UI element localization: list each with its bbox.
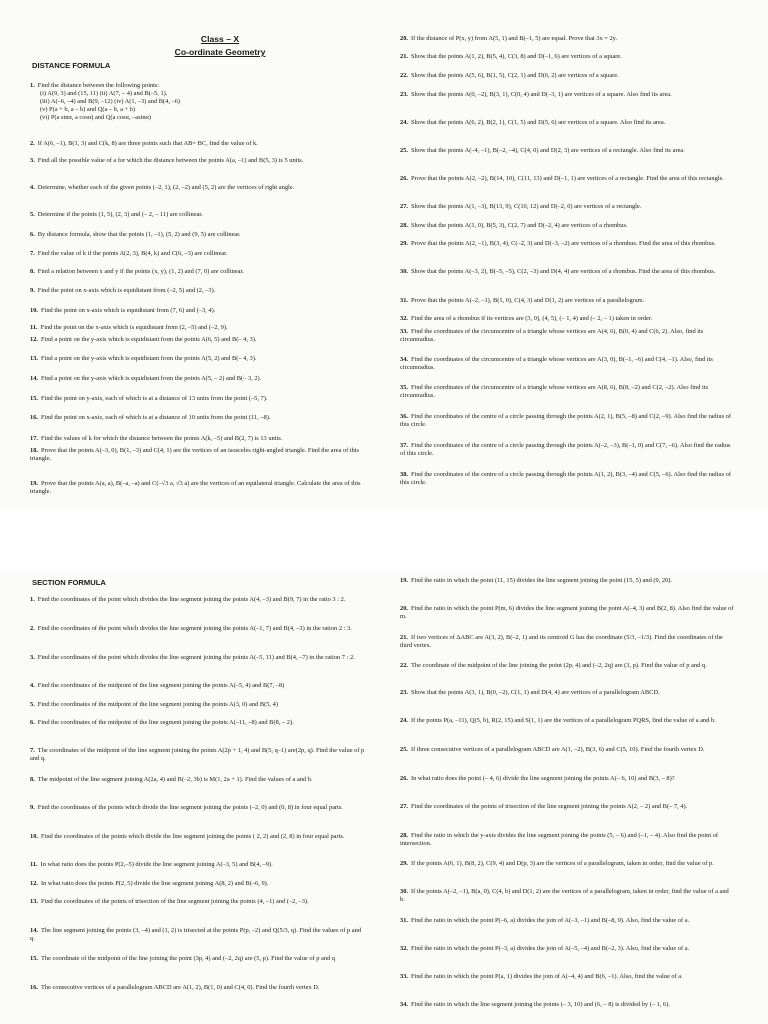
question-text: Show that the points A(1, –3), B(13, 9), C(10, 12) and D(–2, 0) are vertices of a rectangle. (411, 203, 642, 210)
question-item (30, 480, 365, 496)
question-text: Find the coordinates of the midpoint of the line segment joining the points A(3, 0) and B(5, 4) (37, 701, 278, 708)
question-item (30, 898, 365, 906)
question-text: Show that the points A(5, 6), B(1, 5), C(2, 1) and D(6, 2) are vertices of a square. (411, 72, 619, 79)
question-number: 20. (400, 35, 408, 42)
question-number: 14. (30, 375, 38, 382)
question-text: Find the area of a rhombus if its vertices are (3, 0), (4, 5), (– 1, 4) and (– 2, – 1) taken in order. (411, 315, 653, 322)
question-item (30, 375, 365, 383)
question-item (30, 324, 365, 332)
question-item (30, 336, 365, 344)
question-number: 24. (400, 119, 408, 126)
question-item (30, 880, 365, 888)
question-item (400, 917, 735, 925)
worksheet-page-2 (0, 570, 768, 1024)
question-item (30, 776, 365, 784)
question-number: 22. (400, 662, 408, 669)
worksheet-page-1 (0, 0, 768, 510)
question-text: If the points A(6, 1), B(8, 2), C(9, 4) and D(p, 3) are the vertices of a parallelogram, taken in order, find the value of p. (411, 860, 714, 867)
question-item (400, 297, 735, 305)
question-item (400, 973, 735, 981)
question-item (30, 307, 365, 315)
question-text: Find the ratio in which the point P(–3, a) divides the join of A(–5, –4) and B(–2, 3). Also, find the value of a. (411, 945, 690, 952)
question-text: Find the coordinates of the midpoint of the line segment joining the points A(–5, 4) and B(7, –8) (37, 682, 285, 689)
question-item (30, 231, 365, 239)
question-text: The coordinate of the midpoint of the line joining the point (3p, 4) and (–2, 2q) are (5, p). Find the value of p and q (41, 955, 336, 962)
question-number: 27. (400, 203, 408, 210)
question-number: 5. (30, 211, 35, 218)
question-item (400, 746, 735, 754)
question-text: Show that the points A(–4, –1), B(–2, –4), C(4, 0) and D(2, 3) are vertices of a rectangle. Also find its area. (411, 147, 685, 154)
question-text: Determine if the points (1, 5), (2, 3) and (– 2, – 11) are collinear. (37, 211, 203, 218)
question-item (30, 927, 365, 943)
question-item (30, 435, 365, 443)
question-number: 30. (400, 268, 408, 275)
question-item (30, 719, 365, 727)
question-item (400, 471, 735, 487)
question-number: 29. (400, 860, 408, 867)
question-number: 1. (30, 82, 35, 89)
question-item (400, 717, 735, 725)
question-item (400, 945, 735, 953)
question-number: 38. (400, 471, 408, 478)
question-text: If the points P(a, –11), Q(5, b), R(2, 15) and S(1, 1) are the vertices of a parallelogram PQRS, find the value of a and b. (411, 717, 716, 724)
question-number: 12. (30, 880, 38, 887)
question-item (30, 268, 365, 276)
question-text: Show that the points A(1, 0), B(5, 3), C(2, 7) and D(–2, 4) are vertices of a rhombus. (411, 222, 628, 229)
question-item (30, 287, 365, 295)
question-item (30, 140, 365, 148)
question-item (30, 355, 365, 363)
question-text: Find the ratio in which the point P(m, 6) divides the line segment joining the point A(–4, 3) and B(2, 8). Also find the value of m. (400, 605, 734, 620)
question-item (30, 211, 365, 219)
question-text: Find the coordinates of the circumcentre of a triangle whose vertices are A(4, 6), B(0, 4) and C(6, 2). Also, find its circumradius. (400, 328, 704, 343)
question-item (400, 384, 735, 400)
question-text: Find the coordinates of the point which divides the line segment joining the points A(4, –3) and B(9, 7) in the ratio 3 : 2. (37, 596, 346, 603)
question-text: By distance formula, show that the points (1, –1), (5, 2) and (9, 5) are collinear. (37, 231, 241, 238)
question-item (400, 634, 735, 650)
question-text: In what ratio does the point (– 4, 6) divide the line segment joining the points A(– 6, 10) and B(3, – 8)? (411, 775, 675, 782)
page-separator (0, 510, 768, 570)
question-number: 34. (400, 1001, 408, 1008)
question-text: If the distance of P(x, y) from A(5, 1) and B(–1, 5) are equal. Prove that 3x = 2y. (411, 35, 618, 42)
question-number: 35. (400, 384, 408, 391)
question-text: Show that the points A(3, 1), B(0, –2), C(1, 1) and D(4, 4) are vertices of a parallelogram ABCD. (411, 689, 660, 696)
sub-question: (vi) P(a sinα, a cosα) and Q(a cosα, –asinα) (40, 114, 151, 121)
question-number: 13. (30, 355, 38, 362)
question-text: The consecutive vertices of a parallelogram ABCD are A(1, 2), B(1, 0) and C(4, 0). Find the fourth vertex D. (41, 984, 320, 991)
question-text: Find the distance between the following points: (37, 82, 160, 89)
question-item (400, 240, 735, 248)
question-text: Determine, whether each of the given points (–2, 1), (2, –2) and (5, 2) are the vertices of right angle. (37, 184, 295, 191)
question-number: 7. (30, 747, 35, 754)
question-number: 23. (400, 91, 408, 98)
question-text: In what ratio does the points P(2, 5) divide the line segment joining A(8, 2) and B(–6, 9). (41, 880, 269, 887)
question-text: Find a point on the y-axis which is equidistant from the points A(5, – 2) and B(– 3, 2). (41, 375, 262, 382)
question-item (30, 861, 365, 869)
question-text: Find the coordinates of the points which divide the line segment joining the points ( 2, 2) and (2, 8) in four equal parts. (41, 833, 345, 840)
question-item (30, 701, 365, 709)
question-number: 11. (30, 324, 38, 331)
question-number: 36. (400, 413, 408, 420)
question-text: Find a relation between x and y if the points (x, y), (1, 2) and (7, 0) are collinear. (37, 268, 244, 275)
question-item (400, 832, 735, 848)
question-number: 19. (30, 480, 38, 487)
question-item (30, 157, 365, 165)
question-text: Find the ratio in which the line segment joining the points (– 3, 10) and (6, – 8) is divided by (– 1, 6). (411, 1001, 670, 1008)
question-item (400, 147, 735, 155)
question-text: Show that the points A(0, –2), B(3, 1), C(0, 4) and D(–3, 1) are vertices of a square. Also find its area. (411, 91, 672, 98)
question-number: 2. (30, 625, 35, 632)
question-item (400, 72, 735, 80)
question-text: Find the coordinates of the point which divides the line segment joining the points A(–5, 11) and B(4, –7) in the ration 7 : 2. (37, 654, 355, 661)
class-title: Class – X (200, 34, 240, 44)
question-number: 4. (30, 184, 35, 191)
question-text: Find the coordinates of the centre of a circle passing through the points A(2, 1), B(5, –8) and C(2, –9). Also find the radius of this circle. (400, 413, 731, 428)
question-item (30, 82, 365, 122)
question-number: 18. (30, 447, 38, 454)
question-number: 26. (400, 175, 408, 182)
question-item (400, 442, 735, 458)
question-number: 1. (30, 596, 35, 603)
question-item (400, 119, 735, 127)
question-number: 34. (400, 356, 408, 363)
question-text: Find the coordinates of the midpoint of the line segment joining the points A(–11, –8) and B(8, – 2). (37, 719, 294, 726)
question-text: Find the point on x-axis which is equidistant from (–2, 5) and (2, –3). (37, 287, 216, 294)
question-text: Find the coordinates of the points of trisection of the line segment joining the points A(2, – 2) and B(– 7, 4). (411, 803, 688, 810)
question-number: 29. (400, 240, 408, 247)
question-item (30, 596, 365, 604)
question-item (30, 447, 365, 463)
question-number: 26. (400, 775, 408, 782)
question-number: 8. (30, 776, 35, 783)
subject-title: Co-ordinate Geometry (174, 47, 266, 57)
sub-question: (iii) A(–6, –4) and B(9, –12) (iv) A(1, –3) and B(4, –6) (40, 98, 181, 105)
question-number: 20. (400, 605, 408, 612)
question-number: 12. (30, 336, 38, 343)
question-item (400, 91, 735, 99)
question-text: Find the point on y-axis, each of which is at a distance of 13 units from the point (–5, 7). (41, 395, 268, 402)
question-text: Prove that the points A(–3, 0), B(1, –3) and C(4, 1) are the vertices of an isosceles right-angled triangle. Find the area of this triangle. (30, 447, 360, 462)
question-number: 15. (30, 955, 38, 962)
question-item (30, 414, 365, 422)
question-text: Prove that the points A(–2, –1), B(1, 0), C(4, 3) and D(1, 2) are vertices of a parallelogram. (411, 297, 645, 304)
question-number: 23. (400, 689, 408, 696)
question-number: 11. (30, 861, 38, 868)
question-text: Find the coordinates of the points of trisection of the line segment joining the points (4, –1) and (–2, –3). (41, 898, 309, 905)
question-item (30, 250, 365, 258)
question-item (30, 184, 365, 192)
question-number: 27. (400, 803, 408, 810)
question-number: 2. (30, 140, 35, 147)
question-number: 32. (400, 945, 408, 952)
question-item (30, 955, 365, 963)
question-number: 25. (400, 746, 408, 753)
question-number: 16. (30, 984, 38, 991)
question-item (30, 654, 365, 662)
question-text: Show that the points A(1, 2), B(5, 4), C(3, 8) and D(–1, 6) are vertices of a square. (411, 53, 622, 60)
question-text: If the points A(–2, –1), B(a, 0), C(4, b) and D(1, 2) are the vertices of a parallelogram, taken in order, find the value of a and b. (400, 888, 729, 903)
question-number: 4. (30, 682, 35, 689)
question-number: 13. (30, 898, 38, 905)
question-text: Find the point on the x-axis which is equidistant from (2, –5) and (–2, 9). (40, 324, 228, 331)
question-number: 32. (400, 315, 408, 322)
question-number: 21. (400, 53, 408, 60)
question-number: 15. (30, 395, 38, 402)
question-number: 6. (30, 719, 35, 726)
question-number: 3. (30, 654, 35, 661)
question-number: 33. (400, 328, 408, 335)
question-item (400, 605, 735, 621)
question-text: The coordinate of the midpoint of the line joining the point (2p, 4) and (–2, 2q) are (3, p). Find the value of p and q. (411, 662, 707, 669)
question-item (30, 747, 365, 763)
question-number: 25. (400, 147, 408, 154)
question-number: 28. (400, 832, 408, 839)
question-number: 8. (30, 268, 35, 275)
question-text: Find the coordinates of the centre of a circle passing through the points A(1, 2), B(3, –4) and C(5, –6). Also find the radius of this circle. (400, 471, 731, 486)
question-number: 22. (400, 72, 408, 79)
question-number: 10. (30, 307, 38, 314)
question-number: 9. (30, 287, 35, 294)
question-item (400, 577, 735, 585)
question-number: 31. (400, 297, 408, 304)
question-text: Find the coordinates of the circumcentre of a triangle whose vertices are A(8, 6), B(8, –2) and C(2, –2). Also find its circumradius. (400, 384, 709, 399)
question-number: 10. (30, 833, 38, 840)
question-text: Find the coordinates of the point which divides the line segment joining the points A(–1, 7) and B(4, –3) in the ration 2 : 3. (37, 625, 352, 632)
question-text: Find the ratio in which the point P(–6, a) divides the join of A(–3, –1) and B(–8, 9). Also, find the value of a. (411, 917, 690, 924)
question-text: Show that the points A(6, 2), B(2, 1), C(1, 5) and D(5, 6) are vertices of a square. Also find its area. (411, 119, 666, 126)
question-item (30, 984, 365, 992)
question-text: Find the ratio in which the point P(a, 1) divides the join of A(–4, 4) and B(6, –1). Also, find the value of a. (411, 973, 683, 980)
question-item (400, 356, 735, 372)
question-text: Prove that the points A(a, a), B(–a, –a) and C(–√3 a, √3 a) are the vertices of an equilateral triangle. Calculate the area of this triangle. (30, 480, 361, 495)
question-item (30, 682, 365, 690)
question-text: Find the point on x-axis, each of which is at a distance of 10 units from the point (11, –8). (41, 414, 271, 421)
question-text: In what ratio does the points P(2,–5) divide the line segment joining A(–3, 5) and B(4, –9). (40, 861, 273, 868)
sub-question: (v) P(a + b, a – b) and Q(a – b, a + b) (40, 106, 136, 113)
question-text: The line segment joining the points (3, –4) and (1, 2) is trisected at the points P(p, –2) and Q(5/3, q). Find the values of p and q. (30, 927, 362, 942)
question-number: 21. (400, 634, 408, 641)
question-text: If two vertices of ΔABC are A(3, 2), B(–2, 1) and its centroid G has the coordinate (5/3, –1/3). Find the coordinates of the third vertex. (400, 634, 723, 649)
question-item (400, 888, 735, 904)
question-item (400, 175, 735, 183)
question-text: The coordinates of the midpoint of the line segment joining the points A(2p + 1, 4) and B(5, q–1) are(2p, q). Find the value of p and q. (30, 747, 365, 762)
question-text: Prove that the points A(2, –1), B(3, 4), C(–2, 3) and D(–3, –2) are vertices of a rhombus. Find the area of this rhombus. (411, 240, 716, 247)
section-formula-heading: SECTION FORMULA (32, 578, 106, 587)
question-item (400, 203, 735, 211)
question-number: 3. (30, 157, 35, 164)
question-item (30, 625, 365, 633)
sub-question: (i) A(9, 3) and (15, 11) (ii) A(7, – 4) and B(–5, 1). (40, 90, 168, 97)
question-number: 37. (400, 442, 408, 449)
question-number: 7. (30, 250, 35, 257)
question-text: Find a point on the y-axis which is equidistant from the points A(6, 5) and B(– 4, 3). (41, 336, 257, 343)
question-text: If A(6, –1), B(1, 3) and C(k, 8) are three points such that AB= BC, find the value of k. (37, 140, 258, 147)
question-number: 14. (30, 927, 38, 934)
question-item (30, 395, 365, 403)
question-text: Find the coordinates of the circumcentre of a triangle whose vertices are A(3, 0), B(–1, –6) and C(4, –1). Also, find its circumradius. (400, 356, 713, 371)
question-item (400, 222, 735, 230)
question-item (400, 1001, 735, 1009)
question-number: 19. (400, 577, 408, 584)
question-item (400, 53, 735, 61)
question-number: 24. (400, 717, 408, 724)
question-text: Find the ratio in which the point (11, 15) divides the line segment joining the point (15, 5) and (9, 20). (411, 577, 673, 584)
question-item (30, 833, 365, 841)
question-text: Find the point on x-axis which is equidistant from (7, 6) and (–3, 4). (41, 307, 216, 314)
question-text: Find the coordinates of the centre of a circle passing through the points A(–2, –3), B(–1, 0) and C(7, –6). Also find the radius of this circle. (400, 442, 731, 457)
question-item (400, 315, 735, 323)
question-number: 9. (30, 804, 35, 811)
distance-formula-heading: DISTANCE FORMULA (32, 61, 111, 70)
question-item (400, 328, 735, 344)
question-text: Find the values of k for which the distance between the points A(k, –5) and B(2, 7) is 13 units. (41, 435, 283, 442)
question-text: Prove that the points A(2, –2), B(14, 10), C(11, 13) and D(–1, 1) are vertices of a rectangle. Find the area of this rectangle. (411, 175, 724, 182)
question-number: 16. (30, 414, 38, 421)
question-item (400, 662, 735, 670)
question-item (30, 804, 365, 812)
question-text: The midpoint of the line segment joining A(2a, 4) and B(–2, 3b) is M(1, 2a + 1). Find the values of a and b. (37, 776, 313, 783)
question-item (400, 35, 735, 43)
question-number: 33. (400, 973, 408, 980)
question-text: Find the ratio in which the y-axis divides the line segment joining the points (5, – 6) and (–1, – 4). Also find the point of intersection. (400, 832, 719, 847)
question-text: Find the coordinates of the points which divide the line segment joining the points (–2, 0) and (0, 8) in four equal parts. (37, 804, 343, 811)
question-item (400, 689, 735, 697)
question-number: 6. (30, 231, 35, 238)
question-item (400, 775, 735, 783)
question-text: If three consecutive vertices of a parallelogram ABCD are A(1, –2), B(3, 6) and C(5, 10). Find the fourth vertex D. (411, 746, 705, 753)
question-text: Find all the possible value of a for which the distance between the points A(a, –1) and B(5, 3) is 5 units. (37, 157, 304, 164)
question-number: 17. (30, 435, 38, 442)
question-text: Find a point on the y-axis which is equidistant from the points A(5, 2) and B(– 4, 3). (41, 355, 257, 362)
question-number: 5. (30, 701, 35, 708)
question-item (400, 803, 735, 811)
question-item (400, 860, 735, 868)
question-number: 31. (400, 917, 408, 924)
question-number: 28. (400, 222, 408, 229)
question-item (400, 268, 735, 276)
question-text: Find the value of k if the points A(2, 3), B(4, k) and C(6, –3) are collinear. (37, 250, 228, 257)
question-number: 30. (400, 888, 408, 895)
question-item (400, 413, 735, 429)
question-text: Show that the points A(–3, 2), B(–5, –5), C(2, –3) and D(4, 4) are vertices of a rhombus. Find the area of this rhombus. (411, 268, 716, 275)
